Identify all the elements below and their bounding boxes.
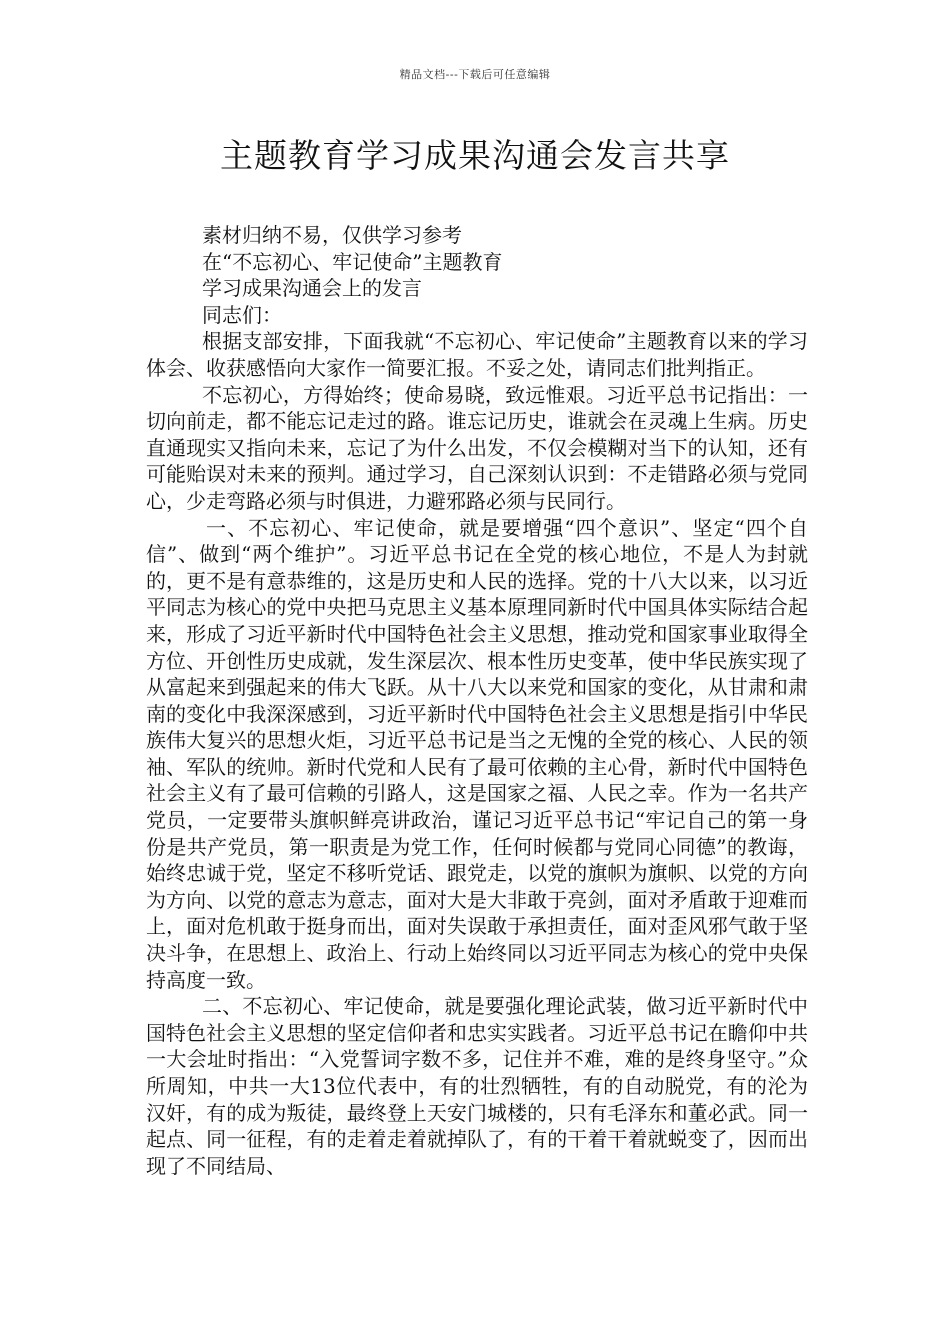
document-body xyxy=(146,222,808,1179)
speech-title-line-1: 在“不忘初心、牢记使命”主题教育 xyxy=(202,249,503,274)
paragraph-opening: 根据支部安排，下面我就“不忘初心、牢记使命”主题教育以来的学习体会、收获感悟向大家作一简要汇报。不妥之处，请同志们批判指正。 xyxy=(146,329,808,380)
greeting: 同志们： xyxy=(202,302,282,327)
page-header: 精品文档---下载后可任意编辑 xyxy=(399,68,551,81)
paragraph-section-two: 二、不忘初心、牢记使命，就是要强化理论武装，做习近平新时代中国特色社会主义思想的坚定信仰者和忠实实践者。习近平总书记在瞻仰中共一大会址时指出：“入党誓词字数不多，记住并不难，难的是终身坚守。”众所周知，中共一大13位代表中，有的壮烈牺牲，有的自动脱党，有的沦为汉奸，有的成为叛徒，最终登上天安门城楼的，只有毛泽东和董必武。同一起点、同一征程，有的走着走着就掉队了，有的干着干着就蜕变了，因而出现了不同结局、 xyxy=(146,994,808,1178)
document-title: 主题教育学习成果沟通会发言共享 xyxy=(220,136,730,175)
intro-line: 素材归纳不易，仅供学习参考 xyxy=(202,223,462,247)
paragraph-section-one: 一、不忘初心、牢记使命，就是要增强“四个意识”、坚定“四个自信”、做到“两个维护”。习近平总书记在全党的核心地位，不是人为封就的，更不是有意恭维的，这是历史和人民的选择。党的十八大以来，以习近平同志为核心的党中央把马克思主义基本原理同新时代中国具体实际结合起来，形成了习近平新时代中国特色社会主义思想，推动党和国家事业取得全方位、开创性历史成就，发生深层次、根本性历史变革，使中华民族实现了从富起来到强起来的伟大飞跃。从十八大以来党和国家的变化，从甘肃和肃南的变化中我深深感到，习近平新时代中国特色社会主义思想是指引中华民族伟大复兴的思想火炬，习近平总书记是当之无愧的全党的核心、人民的领袖、军队的统帅。新时代党和人民有了最可依赖的主心骨，新时代中国特色社会主义有了最可信赖的引路人，这是国家之福、人民之幸。作为一名共产党员，一定要带头旗帜鲜亮讲政治，谨记习近平总书记“牢记自己的第一身份是共产党员，第一职责是为党工作，任何时候都与党同心同德”的教诲，始终忠诚于党，坚定不移听党话、跟党走，以党的旗帜为旗帜、以党的方向为方向、以党的意志为意志，面对大是大非敢于亮剑，面对矛盾敢于迎难而上，面对危机敢于挺身而出，面对失误敢于承担责任，面对歪风邪气敢于坚决斗争，在思想上、政治上、行动上始终同以习近平同志为核心的党中央保持高度一致。 xyxy=(146,515,808,992)
speech-title-line-2: 学习成果沟通会上的发言 xyxy=(202,276,422,301)
paragraph-overview: 不忘初心，方得始终；使命易晓，致远惟艰。习近平总书记指出：一切向前走，都不能忘记走过的路。谁忘记历史，谁就会在灵魂上生病。历史直通现实又指向未来，忘记了为什么出发，不仅会模糊对当下的认知，还有可能贻误对未来的预判。通过学习，自己深刻认识到：不走错路必须与党同心，少走弯路必须与时俱进，力避邪路必须与民同行。 xyxy=(146,382,808,513)
